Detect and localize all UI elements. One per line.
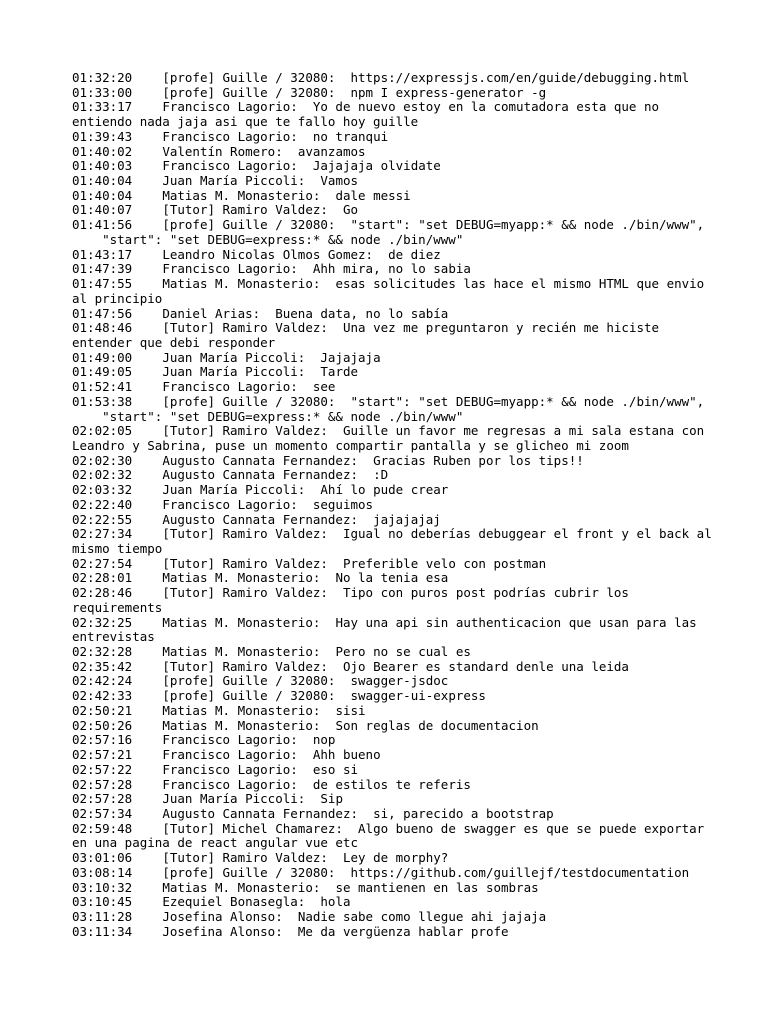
- chat-line: [72, 571, 712, 586]
- message-text: npm I express-generator -g: [350, 84, 547, 100]
- sender-name: [profe] Guille / 32080:: [162, 864, 336, 880]
- chat-line: [72, 424, 712, 453]
- timestamp: 02:57:34: [72, 805, 133, 821]
- chat-line: [72, 689, 712, 704]
- chat-line: [72, 851, 712, 866]
- message-text: Ahh mira, no lo sabia: [312, 261, 471, 277]
- message-text: Tipo con puros post podrías cubrir los requirements: [72, 585, 637, 615]
- chat-line: [72, 895, 712, 910]
- sender-name: [profe] Guille / 32080:: [162, 688, 336, 704]
- chat-line: [72, 307, 712, 322]
- timestamp: 01:32:20: [72, 70, 133, 85]
- message-text: Jajajaja: [320, 349, 381, 365]
- message-text: de estilos te referis: [312, 776, 471, 792]
- timestamp: 02:32:28: [72, 644, 133, 660]
- sender-name: Matias M. Monasterio:: [162, 702, 321, 718]
- sender-name: Augusto Cannata Fernandez:: [162, 511, 358, 527]
- timestamp: 02:03:32: [72, 482, 133, 498]
- timestamp: 01:49:05: [72, 364, 133, 380]
- message-text: Vamos: [320, 173, 359, 189]
- sender-name: Daniel Arias:: [162, 305, 261, 321]
- message-text: de diez: [388, 246, 441, 262]
- timestamp: 01:48:46: [72, 320, 133, 336]
- sender-name: [Tutor] Ramiro Valdez:: [162, 202, 328, 218]
- chat-line: [72, 866, 712, 881]
- message-text: Igual no deberías debuggear el front y el back al mismo tiempo: [72, 526, 720, 556]
- sender-name: [profe] Guille / 32080:: [162, 84, 336, 100]
- timestamp: 01:40:07: [72, 202, 133, 218]
- message-text: :D: [373, 467, 389, 483]
- timestamp: 01:49:00: [72, 349, 133, 365]
- sender-name: Ezequiel Bonasegla:: [162, 894, 306, 910]
- timestamp: 02:22:40: [72, 496, 133, 512]
- sender-name: Juan María Piccoli:: [162, 791, 306, 807]
- chat-line: [72, 557, 712, 572]
- timestamp: 02:57:22: [72, 761, 133, 777]
- chat-line: [72, 203, 712, 218]
- timestamp: 01:41:56: [72, 217, 133, 233]
- timestamp: 03:11:28: [72, 908, 133, 924]
- sender-name: Francisco Lagorio:: [162, 747, 298, 763]
- message-text: Son reglas de documentacion: [335, 717, 539, 733]
- timestamp: 01:47:39: [72, 261, 133, 277]
- message-text: eso si: [312, 761, 359, 777]
- sender-name: Juan María Piccoli:: [162, 349, 306, 365]
- timestamp: 01:52:41: [72, 379, 133, 395]
- sender-name: Augusto Cannata Fernandez:: [162, 467, 358, 483]
- sender-name: Francisco Lagorio:: [162, 776, 298, 792]
- message-text: Sip: [320, 791, 343, 807]
- chat-line: [72, 483, 712, 498]
- timestamp: 01:43:17: [72, 246, 133, 262]
- sender-name: Matias M. Monasterio:: [162, 570, 321, 586]
- chat-line: [72, 86, 712, 101]
- timestamp: 02:57:28: [72, 791, 133, 807]
- message-text: https://expressjs.com/en/guide/debugging.html: [350, 70, 690, 85]
- sender-name: [Tutor] Michel Chamarez:: [162, 820, 343, 836]
- message-text: No la tenia esa: [335, 570, 449, 586]
- chat-line: [72, 277, 712, 306]
- message-text: seguimos: [312, 496, 374, 512]
- message-text: avanzamos: [297, 143, 366, 159]
- sender-name: Matias M. Monasterio:: [162, 717, 321, 733]
- chat-line: [72, 100, 712, 129]
- sender-name: Francisco Lagorio:: [162, 732, 298, 748]
- timestamp: 01:40:04: [72, 187, 133, 203]
- message-text: nop: [312, 732, 336, 748]
- timestamp: 01:47:56: [72, 305, 133, 321]
- message-text: no tranqui: [312, 128, 389, 144]
- message-text: Algo bueno de swagger es que se puede exportar en una pagina de react angular vue etc: [72, 820, 712, 851]
- message-text: Ahí lo pude crear: [320, 482, 449, 498]
- timestamp: 02:02:30: [72, 452, 133, 468]
- sender-name: Josefina Alonso:: [162, 908, 283, 924]
- chat-line: [72, 704, 712, 719]
- timestamp: 02:27:54: [72, 555, 133, 571]
- sender-name: [profe] Guille / 32080:: [162, 70, 336, 85]
- sender-name: [Tutor] Ramiro Valdez:: [162, 526, 328, 542]
- sender-name: Francisco Lagorio:: [162, 496, 298, 512]
- timestamp: 01:40:03: [72, 158, 133, 174]
- sender-name: Matias M. Monasterio:: [162, 187, 321, 203]
- chat-line: [72, 616, 712, 645]
- message-text: Hay una api sin authenticacion que usan para las entrevistas: [72, 614, 705, 645]
- message-text: swagger-jsdoc: [350, 673, 449, 689]
- timestamp: 02:42:33: [72, 688, 133, 704]
- sender-name: [Tutor] Ramiro Valdez:: [162, 320, 328, 336]
- chat-line: [72, 174, 712, 189]
- chat-line: [72, 454, 712, 469]
- sender-name: [profe] Guille / 32080:: [162, 393, 336, 409]
- timestamp: 01:33:17: [72, 99, 133, 115]
- sender-name: Francisco Lagorio:: [162, 379, 298, 395]
- timestamp: 03:01:06: [72, 850, 133, 866]
- sender-name: Juan María Piccoli:: [162, 173, 306, 189]
- sender-name: Valentín Romero:: [162, 143, 283, 159]
- chat-line: [72, 248, 712, 263]
- chat-line: [72, 71, 712, 86]
- message-text: dale messi: [335, 187, 411, 203]
- sender-name: Augusto Cannata Fernandez:: [162, 805, 358, 821]
- chat-line: [72, 660, 712, 675]
- sender-name: Matias M. Monasterio:: [162, 276, 321, 292]
- chat-line: [72, 526, 720, 556]
- message-text: "start": "set DEBUG=myapp:* && node ./bin/www", "start": "set DEBUG=express:* && node ./bin/www": [102, 393, 705, 424]
- sender-name: Matias M. Monasterio:: [162, 879, 321, 895]
- chat-line: [72, 763, 712, 778]
- timestamp: 01:39:43: [72, 128, 133, 144]
- timestamp: 02:02:32: [72, 467, 133, 483]
- message-text: Yo de nuevo estoy en la comutadora esta que no entiendo nada jaja asi que te fallo hoy guille: [72, 99, 667, 130]
- sender-name: [Tutor] Ramiro Valdez:: [162, 850, 328, 866]
- message-text: sisi: [335, 702, 366, 718]
- sender-name: Francisco Lagorio:: [162, 761, 298, 777]
- timestamp: 01:53:38: [72, 393, 133, 409]
- message-text: Ojo Bearer es standard denle una leida: [342, 658, 629, 674]
- timestamp: 02:50:26: [72, 717, 133, 733]
- timestamp: 02:32:25: [72, 614, 133, 630]
- chat-log: [72, 70, 720, 939]
- message-text: Buena data, no lo sabía: [275, 305, 449, 321]
- message-text: Gracias Ruben por los tips!!: [373, 452, 584, 468]
- timestamp: 03:10:45: [72, 894, 133, 910]
- timestamp: 02:57:28: [72, 776, 133, 792]
- timestamp: 02:57:16: [72, 732, 133, 748]
- message-text: hola: [320, 894, 351, 910]
- sender-name: [Tutor] Ramiro Valdez:: [162, 585, 328, 601]
- message-text: Una vez me preguntaron y recién me hiciste entender que debi responder: [72, 320, 667, 350]
- chat-line: [72, 218, 712, 247]
- message-text: Pero no se cual es: [335, 644, 471, 660]
- timestamp: 02:27:34: [72, 526, 133, 542]
- timestamp: 01:40:04: [72, 173, 133, 189]
- sender-name: Francisco Lagorio:: [162, 261, 298, 277]
- sender-name: Leandro Nicolas Olmos Gomez:: [162, 246, 374, 262]
- sender-name: Juan María Piccoli:: [162, 482, 306, 498]
- timestamp: 02:35:42: [72, 658, 133, 674]
- chat-line: [72, 925, 712, 940]
- chat-line: [72, 748, 712, 763]
- timestamp: 02:50:21: [72, 702, 133, 718]
- timestamp: 02:28:46: [72, 585, 133, 601]
- message-text: Ley de morphy?: [342, 850, 449, 866]
- timestamp: 02:28:01: [72, 570, 133, 586]
- chat-line: [72, 778, 712, 793]
- message-text: https://github.com/guillejf/testdocumentation: [350, 864, 690, 880]
- message-text: "start": "set DEBUG=myapp:* && node ./bin/www", "start": "set DEBUG=express:* && node ./bin/www": [102, 217, 705, 247]
- chat-line: [72, 351, 712, 366]
- message-text: Me da vergüenza hablar profe: [297, 923, 509, 939]
- chat-line: [72, 674, 712, 689]
- message-text: Ahh bueno: [312, 747, 381, 763]
- chat-line: [72, 130, 712, 145]
- sender-name: [profe] Guille / 32080:: [162, 673, 336, 689]
- message-text: swagger-ui-express: [350, 688, 486, 704]
- chat-line: [72, 365, 712, 380]
- message-text: se mantienen en las sombras: [335, 879, 539, 895]
- timestamp: 03:11:34: [72, 923, 133, 939]
- sender-name: [profe] Guille / 32080:: [162, 217, 336, 233]
- sender-name: Matias M. Monasterio:: [162, 614, 321, 630]
- timestamp: 02:42:24: [72, 673, 133, 689]
- message-text: Tarde: [320, 364, 359, 380]
- message-text: Nadie sabe como llegue ahi jajaja: [297, 908, 547, 924]
- chat-line: [72, 719, 712, 734]
- chat-line: [72, 468, 712, 483]
- chat-line: [72, 792, 712, 807]
- message-text: Jajajaja olvidate: [312, 158, 441, 174]
- sender-name: Juan María Piccoli:: [162, 364, 306, 380]
- timestamp: 01:33:00: [72, 84, 133, 100]
- message-text: esas solicitudes las hace el mismo HTML que envio al principio: [72, 276, 712, 306]
- timestamp: 01:47:55: [72, 276, 133, 292]
- timestamp: 02:57:21: [72, 747, 133, 763]
- chat-line: [72, 881, 712, 896]
- chat-line: [72, 189, 712, 204]
- chat-line: [72, 321, 712, 350]
- chat-line: [72, 910, 712, 925]
- timestamp: 03:08:14: [72, 864, 133, 880]
- sender-name: [Tutor] Ramiro Valdez:: [162, 658, 328, 674]
- chat-line: [72, 586, 712, 615]
- message-text: jajajajaj: [373, 511, 441, 527]
- timestamp: 02:22:55: [72, 511, 133, 527]
- timestamp: 02:02:05: [72, 423, 133, 439]
- sender-name: Josefina Alonso:: [162, 923, 283, 939]
- chat-line: [72, 513, 712, 528]
- sender-name: [Tutor] Ramiro Valdez:: [162, 555, 328, 571]
- timestamp: 03:10:32: [72, 879, 133, 895]
- message-text: si, parecido a bootstrap: [373, 805, 554, 821]
- message-text: see: [312, 379, 336, 395]
- timestamp: 02:59:48: [72, 820, 133, 836]
- chat-line: [72, 395, 712, 424]
- chat-line: [72, 733, 712, 748]
- chat-line: [72, 380, 712, 395]
- sender-name: [Tutor] Ramiro Valdez:: [162, 423, 328, 439]
- sender-name: Francisco Lagorio:: [162, 99, 298, 115]
- message-text: Guille un favor me regresas a mi sala estana con Leandro y Sabrina, puse un momento compartir pantalla y se glicheo mi zoom: [72, 423, 712, 453]
- chat-line: [72, 498, 712, 513]
- chat-line: [72, 807, 712, 822]
- chat-line: [72, 822, 712, 851]
- chat-line: [72, 159, 712, 174]
- chat-line: [72, 262, 712, 277]
- message-text: Go: [342, 202, 359, 218]
- message-text: Preferible velo con postman: [342, 555, 547, 571]
- sender-name: Francisco Lagorio:: [162, 128, 298, 144]
- chat-line: [72, 145, 712, 160]
- sender-name: Augusto Cannata Fernandez:: [162, 452, 358, 468]
- sender-name: Francisco Lagorio:: [162, 158, 298, 174]
- timestamp: 01:40:02: [72, 143, 133, 159]
- chat-line: [72, 645, 712, 660]
- sender-name: Matias M. Monasterio:: [162, 644, 321, 660]
